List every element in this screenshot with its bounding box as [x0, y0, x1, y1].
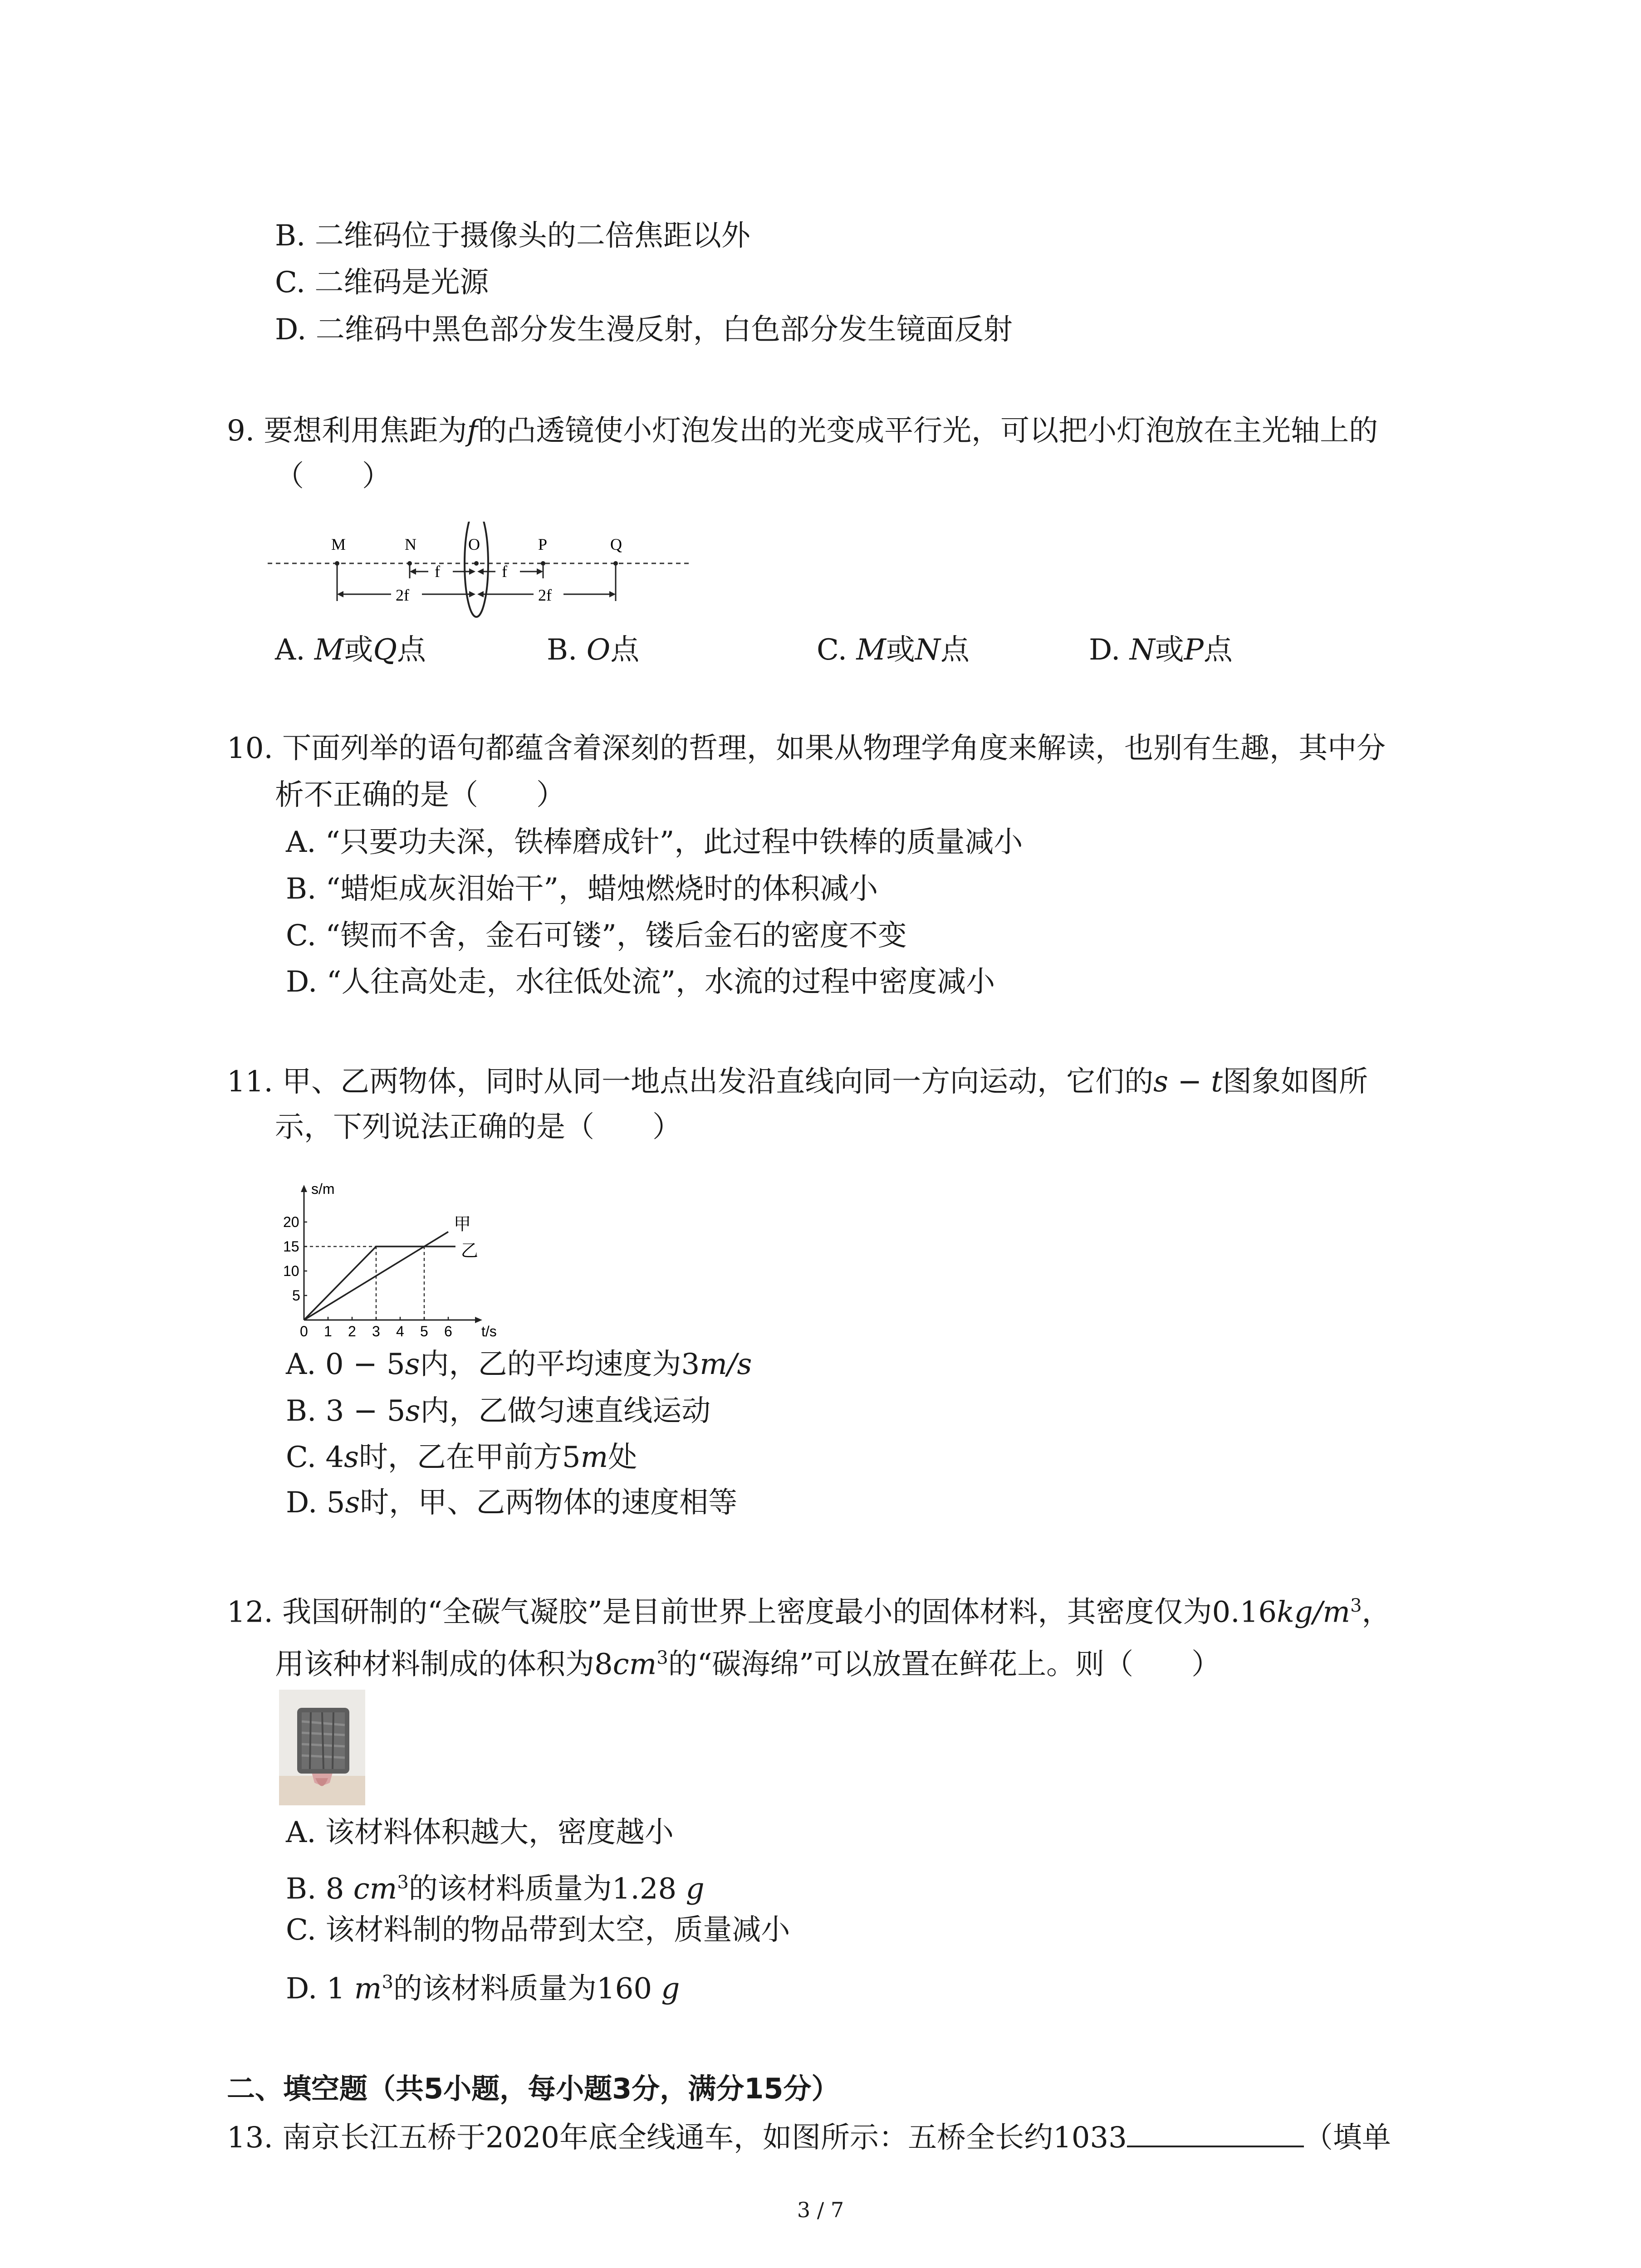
series-line-1 — [304, 1246, 456, 1320]
y-axis-arrow — [301, 1185, 307, 1192]
point-q-label: Q — [610, 535, 622, 553]
f-label-right: f — [502, 562, 507, 581]
page-number: 3 / 7 — [797, 2198, 844, 2222]
x-tick-label-3: 3 — [372, 1323, 380, 1338]
point-m-label: M — [331, 535, 346, 553]
x-tick-label-6: 6 — [444, 1323, 452, 1338]
q10-option-d: D. “人往高处走，水往低处流”，水流的过程中密度减小 — [286, 965, 995, 999]
carbon-aerogel-photo — [279, 1690, 365, 1805]
point-n-label: N — [405, 535, 416, 553]
q13-answer-blank[interactable] — [1127, 2118, 1304, 2147]
q10-stem-line1: 10. 下面列举的语句都蕴含着深刻的哲理，如果从物理学角度来解读，也别有生趣，其中分 — [227, 732, 1386, 765]
x-tick-label-0: 0 — [300, 1323, 308, 1338]
q9-option-a: A. M或Q点 — [275, 633, 426, 667]
q9-option-b: B. O点 — [547, 633, 640, 667]
q9-option-c: C. M或N点 — [817, 633, 970, 667]
q9-stem-line2: （ ） — [275, 459, 391, 493]
q11-stem-line2: 示，下列说法正确的是（ ） — [275, 1110, 681, 1144]
q11-option-a: A. 0 − 5s内，乙的平均速度为3m/s — [286, 1348, 752, 1381]
y-tick-label-2: 15 — [283, 1238, 299, 1255]
q11-option-c: C. 4s时，乙在甲前方5m处 — [286, 1441, 637, 1474]
x-tick-label-1: 1 — [324, 1323, 332, 1338]
q12-option-d: D. 1 $m^3$的该材料质量为160 g — [286, 1972, 680, 2006]
q12-option-c: C. 该材料制的物品带到太空，质量减小 — [286, 1913, 790, 1947]
q12-option-b: B. 8 $cm^3$的该材料质量为1.28 g — [286, 1872, 705, 1906]
q8-option-b: B. 二维码位于摄像头的二倍焦距以外 — [275, 219, 750, 253]
q10-option-c: C. “锲而不舍，金石可镂”，镂后金石的密度不变 — [286, 919, 907, 953]
q12-stem-line2: 用该种材料制成的体积为$8cm^3$的“碳海绵”可以放置在鲜花上。则（ ） — [275, 1647, 1221, 1681]
x-tick-label-5: 5 — [420, 1323, 428, 1338]
q13-stem-line1: 13. 南京长江五桥于2020年底全线通车，如图所示：五桥全长约1033 （填单 — [227, 2117, 1391, 2158]
q12-stem-line1: 12. 我国研制的“全碳气凝胶”是目前世界上密度最小的固体材料，其密度仅为$0.16kg/m^3$， — [227, 1595, 1391, 1629]
q11-stem-line1: 11. 甲、乙两物体，同时从同一地点出发沿直线向同一方向运动，它们的s − t图象如图所 — [227, 1065, 1368, 1099]
q11-st-graph — [272, 1152, 526, 1338]
y-tick-label-0: 5 — [292, 1287, 300, 1304]
series-label-0: 甲 — [454, 1215, 471, 1234]
x-tick-label-2: 2 — [348, 1323, 356, 1338]
series-label-1: 乙 — [460, 1242, 478, 1261]
q11-option-d: D. 5s时，甲、乙两物体的速度相等 — [286, 1486, 738, 1520]
y-tick-label-1: 10 — [283, 1263, 299, 1279]
y-tick-label-3: 20 — [283, 1214, 299, 1230]
q9-option-d: D. N或P点 — [1089, 633, 1233, 667]
section-2-heading: 二、填空题（共5小题，每小题3分，满分15分） — [227, 2072, 840, 2105]
q9-lens-figure — [263, 522, 699, 631]
2f-label-left: 2f — [396, 586, 409, 604]
q11-option-b: B. 3 − 5s内，乙做匀速直线运动 — [286, 1394, 711, 1428]
x-tick-label-4: 4 — [396, 1323, 404, 1338]
q10-stem-line2: 析不正确的是（ ） — [275, 778, 565, 812]
q8-option-c: C. 二维码是光源 — [275, 266, 489, 299]
q10-option-a: A. “只要功夫深，铁棒磨成针”，此过程中铁棒的质量减小 — [286, 826, 1023, 859]
q12-option-a: A. 该材料体积越大，密度越小 — [286, 1816, 674, 1849]
2f-label-right: 2f — [538, 586, 552, 604]
point-p-label: P — [538, 535, 548, 553]
point-o-label: O — [468, 535, 480, 553]
q9-stem-line1: 9. 要想利用焦距为f的凸透镜使小灯泡发出的光变成平行光，可以把小灯泡放在主光轴上的 — [227, 414, 1378, 448]
q10-option-b: B. “蜡炬成灰泪始干”，蜡烛燃烧时的体积减小 — [286, 872, 878, 906]
y-axis-label: s/m — [311, 1181, 335, 1197]
x-axis-label: t/s — [481, 1323, 497, 1338]
f-label-left: f — [435, 562, 440, 581]
q8-option-d: D. 二维码中黑色部分发生漫反射，白色部分发生镜面反射 — [275, 313, 1013, 347]
x-axis-arrow — [475, 1317, 482, 1323]
